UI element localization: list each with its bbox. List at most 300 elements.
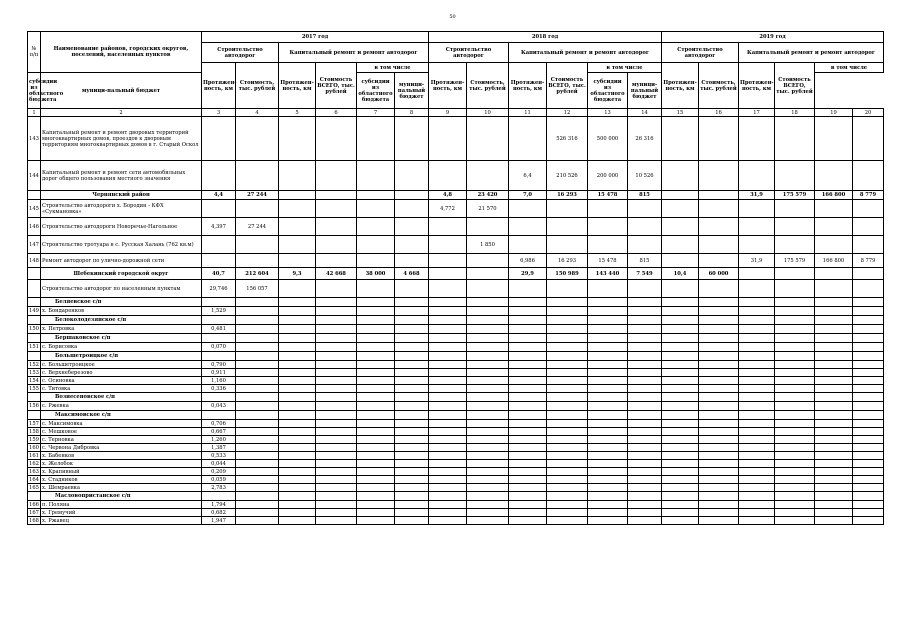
value-cell: 0,667 bbox=[202, 428, 236, 436]
row-name: с. Ржевка bbox=[41, 402, 202, 411]
value-cell bbox=[628, 218, 662, 236]
value-cell bbox=[316, 444, 357, 452]
value-cell bbox=[395, 452, 429, 460]
value-cell bbox=[236, 316, 279, 325]
value-cell bbox=[699, 316, 739, 325]
value-cell bbox=[547, 411, 588, 420]
value-cell bbox=[628, 377, 662, 385]
value-cell bbox=[662, 517, 699, 525]
value-cell bbox=[815, 484, 853, 492]
value-cell bbox=[316, 428, 357, 436]
value-cell bbox=[588, 385, 628, 393]
value-cell: 6,4 bbox=[509, 161, 547, 191]
value-cell bbox=[853, 307, 884, 316]
row-name: Капитальный ремонт и ремонт дворовых территорий многоквартирных домов, проездов к дворовым территориям многоквартирных домов в г. Старый Оскол bbox=[41, 117, 202, 161]
value-cell bbox=[236, 444, 279, 452]
value-cell bbox=[467, 476, 509, 484]
value-cell bbox=[357, 334, 395, 343]
value-cell bbox=[739, 268, 775, 280]
value-cell bbox=[699, 484, 739, 492]
value-cell bbox=[628, 428, 662, 436]
value-cell bbox=[775, 307, 815, 316]
value-cell bbox=[588, 420, 628, 428]
value-cell bbox=[236, 117, 279, 161]
value-cell bbox=[429, 334, 467, 343]
value-cell bbox=[775, 117, 815, 161]
value-cell bbox=[316, 411, 357, 420]
value-cell bbox=[429, 254, 467, 268]
value-cell bbox=[853, 334, 884, 343]
value-cell bbox=[853, 385, 884, 393]
value-cell bbox=[547, 280, 588, 298]
value-cell bbox=[588, 402, 628, 411]
value-cell bbox=[429, 307, 467, 316]
table-row bbox=[28, 501, 884, 509]
value-cell bbox=[429, 452, 467, 460]
value-cell bbox=[357, 191, 395, 200]
header-total: Стоимость ВСЕГО, тыс. рублей bbox=[775, 63, 815, 109]
value-cell bbox=[815, 352, 853, 361]
column-number: 15 bbox=[662, 109, 699, 117]
value-cell bbox=[236, 236, 279, 254]
row-name: с. Большетроицкое bbox=[41, 361, 202, 369]
value-cell bbox=[775, 200, 815, 218]
value-cell bbox=[509, 236, 547, 254]
value-cell: 40,7 bbox=[202, 268, 236, 280]
value-cell bbox=[699, 307, 739, 316]
value-cell bbox=[588, 476, 628, 484]
value-cell bbox=[775, 492, 815, 501]
value-cell bbox=[588, 411, 628, 420]
value-cell bbox=[509, 393, 547, 402]
value-cell bbox=[628, 476, 662, 484]
value-cell bbox=[509, 200, 547, 218]
value-cell bbox=[357, 476, 395, 484]
value-cell: 23 420 bbox=[467, 191, 509, 200]
value-cell: 0,682 bbox=[202, 509, 236, 517]
value-cell bbox=[509, 420, 547, 428]
value-cell bbox=[316, 484, 357, 492]
value-cell bbox=[316, 460, 357, 468]
value-cell: 143 440 bbox=[588, 268, 628, 280]
value-cell bbox=[547, 444, 588, 452]
value-cell bbox=[662, 501, 699, 509]
value-cell bbox=[547, 325, 588, 334]
value-cell bbox=[547, 218, 588, 236]
row-number: 165 bbox=[29, 484, 39, 491]
value-cell bbox=[202, 352, 236, 361]
value-cell bbox=[853, 325, 884, 334]
value-cell bbox=[628, 420, 662, 428]
value-cell bbox=[815, 420, 853, 428]
value-cell bbox=[588, 343, 628, 352]
column-number: 3 bbox=[202, 109, 236, 117]
value-cell bbox=[775, 385, 815, 393]
header-including: в том числе bbox=[357, 63, 429, 73]
value-cell bbox=[316, 254, 357, 268]
value-cell bbox=[699, 200, 739, 218]
value-cell bbox=[739, 476, 775, 484]
value-cell bbox=[395, 161, 429, 191]
value-cell bbox=[279, 436, 316, 444]
value-cell: 38 000 bbox=[357, 268, 395, 280]
value-cell bbox=[853, 452, 884, 460]
value-cell bbox=[509, 460, 547, 468]
value-cell bbox=[588, 377, 628, 385]
value-cell bbox=[429, 161, 467, 191]
value-cell bbox=[815, 428, 853, 436]
value-cell bbox=[395, 517, 429, 525]
value-cell bbox=[815, 236, 853, 254]
table-row bbox=[28, 236, 884, 254]
column-number: 6 bbox=[316, 109, 357, 117]
value-cell bbox=[357, 393, 395, 402]
value-cell bbox=[628, 200, 662, 218]
value-cell bbox=[628, 484, 662, 492]
header-cost: Стоимость, тыс. рублей bbox=[699, 63, 739, 109]
value-cell bbox=[467, 361, 509, 369]
value-cell bbox=[279, 420, 316, 428]
value-cell bbox=[662, 492, 699, 501]
value-cell bbox=[429, 501, 467, 509]
value-cell bbox=[202, 200, 236, 218]
value-cell bbox=[357, 361, 395, 369]
value-cell bbox=[509, 298, 547, 307]
value-cell bbox=[662, 377, 699, 385]
value-cell bbox=[316, 325, 357, 334]
value-cell bbox=[739, 436, 775, 444]
value-cell bbox=[662, 352, 699, 361]
value-cell bbox=[853, 484, 884, 492]
value-cell bbox=[815, 468, 853, 476]
value-cell bbox=[628, 393, 662, 402]
value-cell bbox=[853, 117, 884, 161]
table-row bbox=[28, 343, 884, 352]
row-name: х. Крапивный bbox=[41, 468, 202, 476]
value-cell bbox=[357, 517, 395, 525]
value-cell bbox=[739, 361, 775, 369]
value-cell bbox=[429, 218, 467, 236]
value-cell bbox=[775, 161, 815, 191]
value-cell bbox=[236, 298, 279, 307]
value-cell bbox=[316, 307, 357, 316]
value-cell bbox=[547, 517, 588, 525]
value-cell bbox=[662, 444, 699, 452]
value-cell bbox=[815, 501, 853, 509]
value-cell bbox=[588, 298, 628, 307]
value-cell bbox=[662, 361, 699, 369]
value-cell bbox=[775, 509, 815, 517]
value-cell bbox=[279, 200, 316, 218]
value-cell bbox=[547, 402, 588, 411]
value-cell bbox=[739, 444, 775, 452]
value-cell bbox=[699, 343, 739, 352]
value-cell bbox=[739, 393, 775, 402]
value-cell bbox=[279, 476, 316, 484]
value-cell bbox=[236, 428, 279, 436]
value-cell bbox=[662, 218, 699, 236]
value-cell: 29,9 bbox=[509, 268, 547, 280]
table-row bbox=[28, 385, 884, 393]
value-cell bbox=[509, 501, 547, 509]
header-total: Стоимость ВСЕГО, тыс. рублей bbox=[316, 63, 357, 109]
value-cell bbox=[395, 476, 429, 484]
table-row bbox=[28, 218, 884, 236]
value-cell bbox=[588, 517, 628, 525]
row-name: с. Осиновка bbox=[41, 377, 202, 385]
value-cell: 1,387 bbox=[202, 444, 236, 452]
value-cell bbox=[395, 501, 429, 509]
value-cell bbox=[739, 200, 775, 218]
value-cell bbox=[509, 352, 547, 361]
value-cell bbox=[509, 452, 547, 460]
value-cell bbox=[467, 352, 509, 361]
value-cell bbox=[279, 307, 316, 316]
value-cell bbox=[357, 316, 395, 325]
value-cell bbox=[357, 352, 395, 361]
value-cell bbox=[509, 517, 547, 525]
value-cell: 31,9 bbox=[739, 254, 775, 268]
section-row bbox=[28, 316, 884, 325]
value-cell bbox=[236, 501, 279, 509]
value-cell bbox=[815, 361, 853, 369]
value-cell bbox=[628, 334, 662, 343]
value-cell bbox=[739, 316, 775, 325]
value-cell bbox=[395, 436, 429, 444]
value-cell bbox=[699, 509, 739, 517]
header-repair-2019: Капитальный ремонт и ремонт автодорог bbox=[739, 43, 884, 63]
value-cell: 10 526 bbox=[628, 161, 662, 191]
value-cell bbox=[775, 236, 815, 254]
value-cell bbox=[395, 316, 429, 325]
value-cell bbox=[588, 468, 628, 476]
value-cell bbox=[236, 307, 279, 316]
value-cell bbox=[509, 369, 547, 377]
row-name: х. Шемраевка bbox=[41, 484, 202, 492]
value-cell bbox=[775, 352, 815, 361]
value-cell bbox=[588, 352, 628, 361]
value-cell bbox=[628, 452, 662, 460]
row-number: 153 bbox=[29, 369, 39, 376]
value-cell bbox=[547, 200, 588, 218]
value-cell bbox=[395, 444, 429, 452]
value-cell bbox=[395, 280, 429, 298]
page-number: 50 bbox=[449, 14, 456, 20]
value-cell bbox=[429, 268, 467, 280]
value-cell bbox=[357, 298, 395, 307]
table-row bbox=[28, 468, 884, 476]
value-cell bbox=[775, 361, 815, 369]
value-cell bbox=[202, 334, 236, 343]
value-cell bbox=[628, 280, 662, 298]
value-cell: 0,070 bbox=[202, 343, 236, 352]
value-cell bbox=[699, 444, 739, 452]
value-cell bbox=[699, 476, 739, 484]
value-cell bbox=[547, 501, 588, 509]
value-cell bbox=[236, 393, 279, 402]
value-cell bbox=[395, 236, 429, 254]
value-cell bbox=[279, 484, 316, 492]
column-numbers-row bbox=[28, 109, 884, 117]
value-cell bbox=[739, 218, 775, 236]
row-number: 150 bbox=[29, 326, 39, 332]
value-cell bbox=[429, 361, 467, 369]
row-name: х. Стадников bbox=[41, 476, 202, 484]
value-cell bbox=[662, 316, 699, 325]
value-cell bbox=[467, 369, 509, 377]
value-cell bbox=[739, 517, 775, 525]
value-cell bbox=[236, 343, 279, 352]
table-row bbox=[28, 254, 884, 268]
value-cell bbox=[699, 428, 739, 436]
value-cell bbox=[628, 411, 662, 420]
value-cell bbox=[316, 280, 357, 298]
value-cell bbox=[662, 420, 699, 428]
value-cell: 26 316 bbox=[628, 117, 662, 161]
value-cell bbox=[279, 280, 316, 298]
value-cell bbox=[429, 492, 467, 501]
value-cell bbox=[662, 161, 699, 191]
value-cell bbox=[357, 460, 395, 468]
value-cell bbox=[202, 492, 236, 501]
value-cell bbox=[588, 280, 628, 298]
value-cell bbox=[279, 316, 316, 325]
value-cell bbox=[429, 436, 467, 444]
value-cell bbox=[853, 476, 884, 484]
value-cell bbox=[853, 316, 884, 325]
value-cell bbox=[467, 334, 509, 343]
row-number bbox=[28, 352, 41, 361]
value-cell bbox=[279, 460, 316, 468]
value-cell bbox=[662, 460, 699, 468]
value-cell bbox=[429, 468, 467, 476]
value-cell bbox=[429, 316, 467, 325]
value-cell bbox=[316, 191, 357, 200]
row-name: с. Терновка bbox=[41, 436, 202, 444]
value-cell bbox=[357, 411, 395, 420]
value-cell bbox=[699, 377, 739, 385]
row-name: Беляевское с/п bbox=[41, 298, 202, 307]
value-cell: 526 316 bbox=[547, 117, 588, 161]
value-cell bbox=[279, 509, 316, 517]
value-cell bbox=[739, 484, 775, 492]
value-cell bbox=[662, 428, 699, 436]
value-cell bbox=[775, 501, 815, 509]
value-cell bbox=[236, 460, 279, 468]
value-cell bbox=[467, 325, 509, 334]
section-row bbox=[28, 492, 884, 501]
value-cell bbox=[236, 200, 279, 218]
value-cell: 175 579 bbox=[775, 191, 815, 200]
value-cell bbox=[775, 402, 815, 411]
value-cell bbox=[775, 393, 815, 402]
value-cell bbox=[429, 280, 467, 298]
value-cell bbox=[853, 393, 884, 402]
value-cell bbox=[509, 325, 547, 334]
value-cell bbox=[509, 428, 547, 436]
value-cell bbox=[699, 218, 739, 236]
value-cell bbox=[279, 218, 316, 236]
value-cell bbox=[547, 377, 588, 385]
value-cell: 0,911 bbox=[202, 369, 236, 377]
value-cell bbox=[395, 411, 429, 420]
value-cell bbox=[815, 460, 853, 468]
value-cell bbox=[547, 476, 588, 484]
value-cell bbox=[853, 468, 884, 476]
value-cell bbox=[739, 280, 775, 298]
column-number: 11 bbox=[509, 109, 547, 117]
table-row bbox=[28, 402, 884, 411]
value-cell: 0,043 bbox=[202, 402, 236, 411]
value-cell bbox=[509, 307, 547, 316]
value-cell bbox=[279, 369, 316, 377]
table-row bbox=[28, 307, 884, 316]
table-row bbox=[28, 460, 884, 468]
value-cell bbox=[236, 509, 279, 517]
value-cell bbox=[775, 452, 815, 460]
value-cell bbox=[357, 452, 395, 460]
value-cell: 4,4 bbox=[202, 191, 236, 200]
value-cell bbox=[699, 369, 739, 377]
value-cell: 0,336 bbox=[202, 385, 236, 393]
value-cell bbox=[316, 452, 357, 460]
row-number bbox=[28, 411, 41, 420]
row-name: х. Желобок bbox=[41, 460, 202, 468]
value-cell bbox=[236, 411, 279, 420]
row-name: Строительство автодорог по населенным пунктам bbox=[41, 280, 202, 298]
value-cell bbox=[236, 334, 279, 343]
section-row bbox=[28, 298, 884, 307]
value-cell bbox=[547, 436, 588, 444]
value-cell bbox=[588, 509, 628, 517]
column-number: 10 bbox=[467, 109, 509, 117]
value-cell bbox=[429, 460, 467, 468]
value-cell bbox=[699, 393, 739, 402]
table-row bbox=[28, 377, 884, 385]
value-cell bbox=[662, 402, 699, 411]
value-cell bbox=[815, 444, 853, 452]
value-cell bbox=[775, 484, 815, 492]
value-cell bbox=[699, 236, 739, 254]
value-cell bbox=[202, 298, 236, 307]
value-cell bbox=[815, 280, 853, 298]
value-cell bbox=[316, 236, 357, 254]
value-cell bbox=[628, 236, 662, 254]
row-name: Чернянский район bbox=[41, 191, 202, 200]
row-name: Шебекинский городской округ bbox=[41, 268, 202, 280]
value-cell bbox=[853, 411, 884, 420]
table-row bbox=[28, 436, 884, 444]
value-cell: 8 779 bbox=[853, 254, 884, 268]
value-cell: 166 800 bbox=[815, 254, 853, 268]
value-cell bbox=[588, 452, 628, 460]
row-number: 163 bbox=[29, 468, 39, 475]
value-cell bbox=[202, 161, 236, 191]
value-cell bbox=[467, 468, 509, 476]
district-total-row bbox=[28, 268, 884, 280]
value-cell bbox=[279, 428, 316, 436]
value-cell bbox=[547, 369, 588, 377]
row-number: 144 bbox=[28, 161, 41, 191]
row-name: Строительство автодороги Новоречье-Нагольное bbox=[41, 218, 202, 236]
value-cell bbox=[628, 402, 662, 411]
value-cell: 212 604 bbox=[236, 268, 279, 280]
row-number: 155 bbox=[29, 385, 39, 392]
value-cell bbox=[236, 161, 279, 191]
value-cell bbox=[775, 411, 815, 420]
value-cell: 166 800 bbox=[815, 191, 853, 200]
value-cell bbox=[509, 444, 547, 452]
